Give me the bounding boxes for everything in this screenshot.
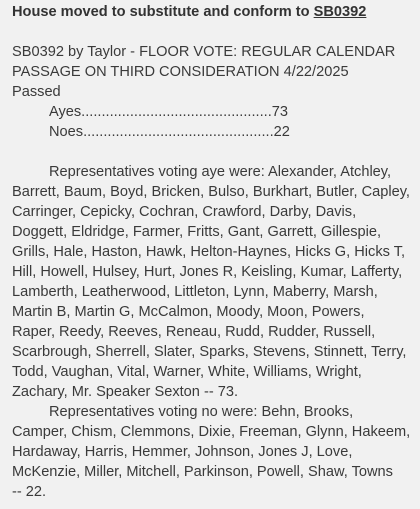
aye-line: Grills, Hale, Haston, Hawk, Helton-Haynes, Hicks G, Hicks T, <box>12 244 406 260</box>
aye-line: Representatives voting aye were: Alexander, Atchley, <box>49 164 392 180</box>
vote-result: Passed <box>12 84 61 100</box>
action-header <box>12 2 420 22</box>
vote-title-line-2: PASSAGE ON THIRD CONSIDERATION 4/22/2025 <box>12 64 349 80</box>
ayes-count: Ayes...............................................73 <box>49 104 288 120</box>
aye-line: Carringer, Cepicky, Cochran, Crawford, Darby, Davis, <box>12 204 357 220</box>
aye-line: Barrett, Baum, Boyd, Bricken, Bulso, Burkhart, Butler, Capley, <box>12 184 410 200</box>
no-voters-list <box>12 402 412 502</box>
spacer <box>12 22 420 42</box>
aye-line: Zachary, Mr. Speaker Sexton -- 73. <box>12 384 239 400</box>
no-line: Representatives voting no were: Behn, Brooks, <box>49 404 354 420</box>
no-line: Hardaway, Harris, Hemmer, Johnson, Jones J, Love, <box>12 444 353 460</box>
noes-count: Noes...............................................22 <box>49 124 290 140</box>
aye-line: Hill, Howell, Hulsey, Hurt, Jones R, Keisling, Kumar, Lafferty, <box>12 264 403 280</box>
aye-line: Raper, Reedy, Reeves, Reneau, Rudd, Rudder, Russell, <box>12 324 376 340</box>
bill-link[interactable]: SB0392 <box>313 4 367 20</box>
aye-line: Todd, Vaughan, Vital, Warner, White, Williams, Wright, <box>12 364 362 380</box>
aye-line: Martin B, Martin G, McCalmon, Moody, Moon, Powers, <box>12 304 365 320</box>
no-line: -- 22. <box>12 484 47 500</box>
no-line: Camper, Chism, Clemmons, Dixie, Freeman, Glynn, Hakeem, <box>12 424 411 440</box>
aye-line: Doggett, Eldridge, Farmer, Fritts, Gant, Garrett, Gillespie, <box>12 224 382 240</box>
no-line: McKenzie, Miller, Mitchell, Parkinson, Powell, Shaw, Towns <box>12 464 393 480</box>
aye-line: Scarbrough, Sherrell, Slater, Sparks, Stevens, Stinnett, Terry, <box>12 344 407 360</box>
action-header-text: House moved to substitute and conform to <box>12 4 314 20</box>
aye-voters-list <box>12 162 412 402</box>
spacer <box>12 142 420 162</box>
vote-title-line-1: SB0392 by Taylor - FLOOR VOTE: REGULAR CALENDAR <box>12 44 396 60</box>
aye-line: Lamberth, Leatherwood, Littleton, Lynn, Maberry, Marsh, <box>12 284 378 300</box>
